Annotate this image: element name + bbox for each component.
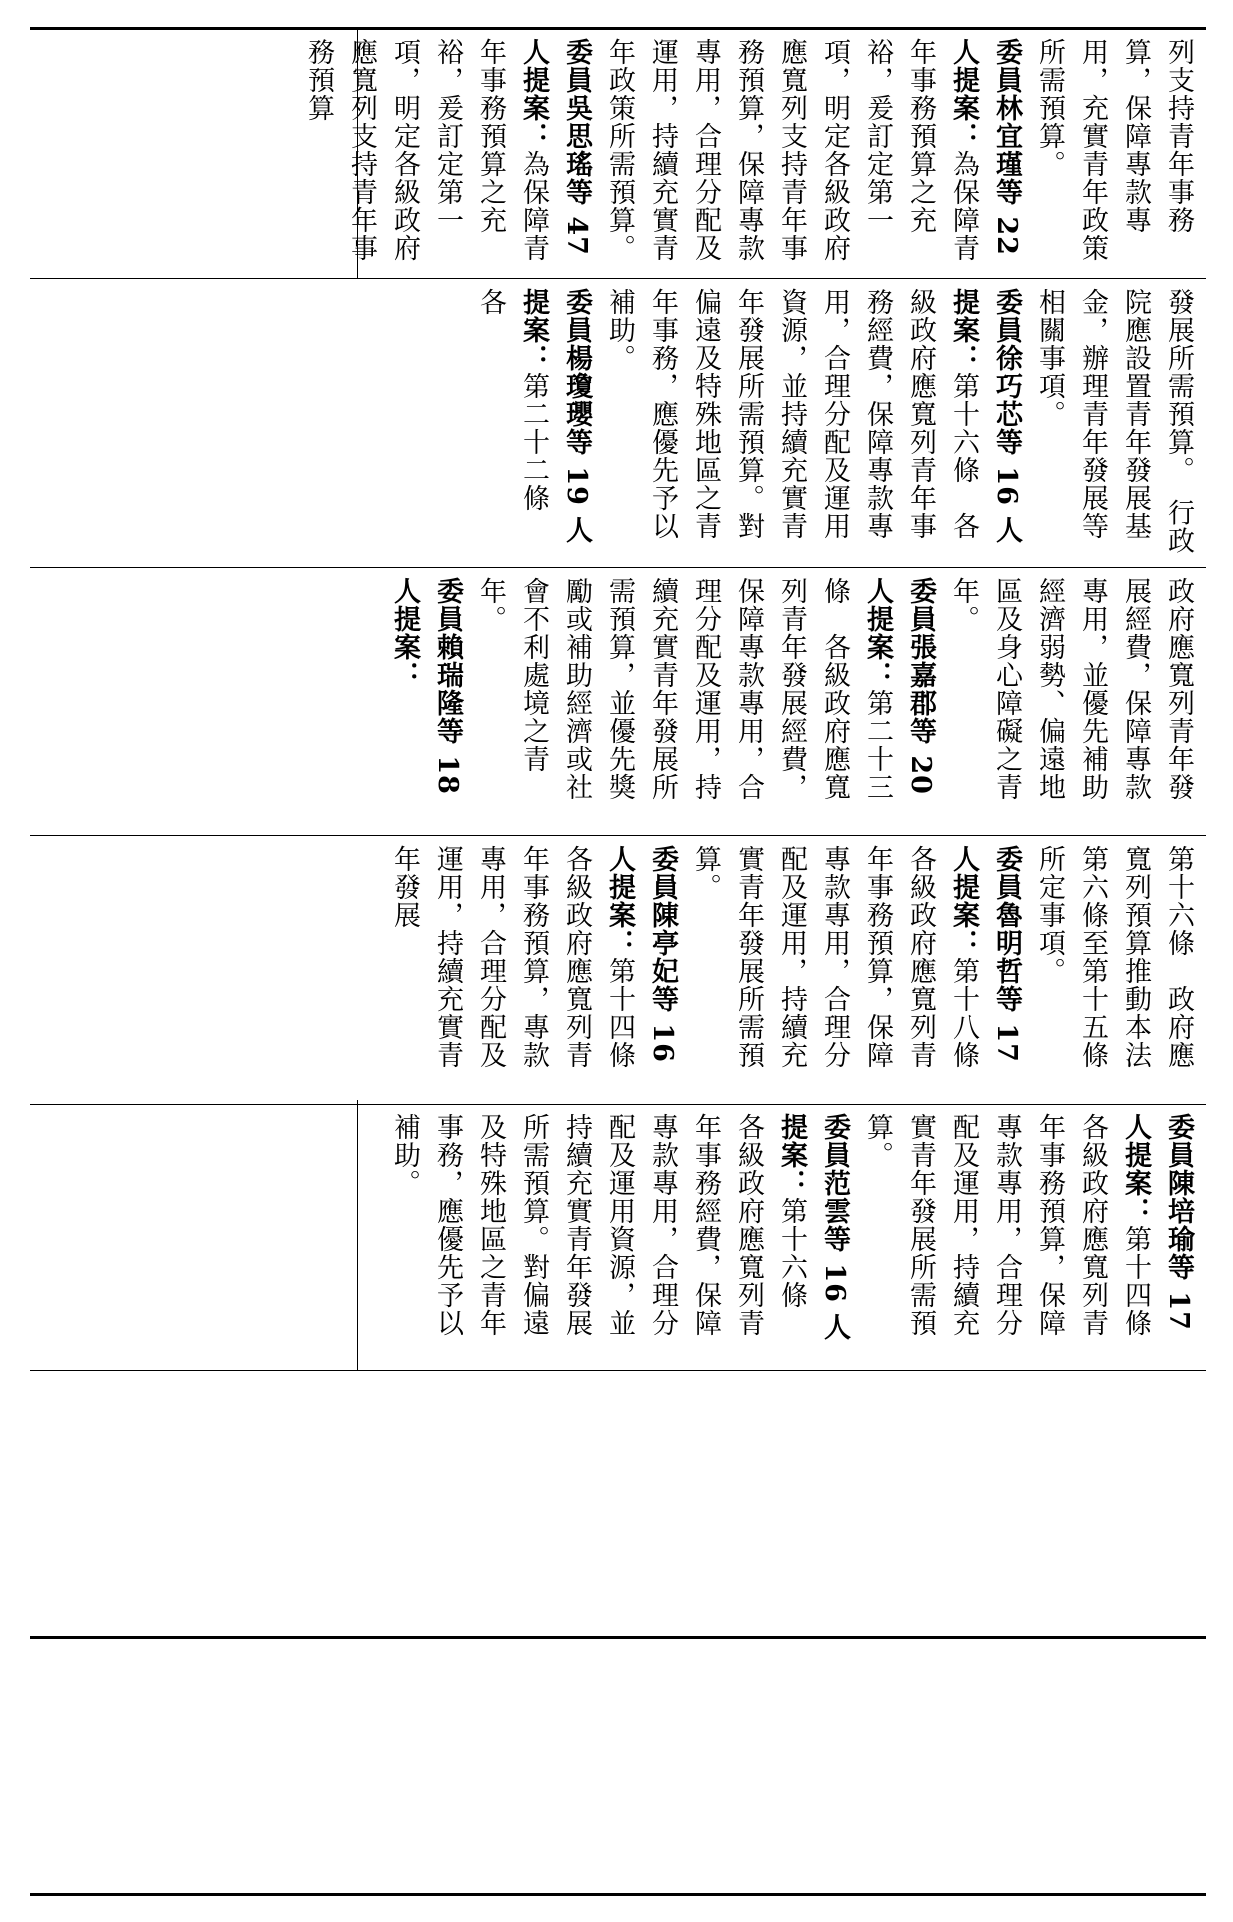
proposer-label: 委員楊瓊瓔等 19 人提案： (518, 288, 592, 545)
proposer-label: 委員吳思瑤等 47 人提案： (518, 38, 592, 256)
row-divider-2 (30, 567, 1206, 568)
proposal-text: 為保障青年事務預算之充裕，爰訂定第一項，明定各級政府應寬列支持青年事務預算，保障專款專用，合理分配及運用，持續充實青年政策所需預算。 (604, 38, 979, 262)
proposal-paragraph (469, 577, 942, 827)
proposer-label: 委員陳培瑜等 17 人提案： (1120, 1113, 1194, 1331)
proposal-paragraph (598, 38, 1028, 268)
proposal-paragraph (598, 288, 1028, 558)
proposal-paragraph (383, 577, 469, 827)
text-block-5 (365, 1113, 1200, 1363)
row-divider-5 (30, 1370, 1206, 1371)
paragraph: 政府應寬列青年發展經費，保障專款專用，並優先補助經濟弱勢、偏遠地區及身心障礙之青年。 (948, 577, 1194, 801)
proposer-label: 委員林宜瑾等 22 人提案： (948, 38, 1022, 256)
proposer-label: 委員陳亭妃等 16 人提案： (604, 845, 678, 1063)
proposal-paragraph (297, 38, 598, 268)
text-block-1 (303, 38, 1200, 268)
proposal-text: 第十六條 各級政府應寬列青年事務經費，保障專款專用，合理分配及運用資源，並持續充實青年發展所需預算。對偏遠及特殊地區之青年事務，應優先予以補助。 (389, 1113, 807, 1337)
proposer-label: 委員賴瑞隆等 18 人提案： (389, 577, 463, 795)
proposal-paragraph (383, 1113, 856, 1363)
proposal-paragraph (469, 288, 598, 558)
proposer-label: 委員魯明哲等 17 人提案： (948, 845, 1022, 1063)
middle-rule (30, 1636, 1206, 1639)
bottom-rule (30, 1893, 1206, 1896)
row-divider-1 (30, 278, 1206, 279)
proposer-label: 委員范雲等 16 人提案： (776, 1113, 850, 1342)
paragraph: 列支持青年事務算，保障專款專用，充實青年政策所需預算。 (1034, 38, 1194, 262)
proposal-text: 第十四條 各級政府應寬列青年事務預算，保障專款專用，合理分配及運用，持續充實青年發展所需預算。 (862, 1113, 1151, 1365)
row-divider-3 (30, 835, 1206, 836)
proposal-paragraph (383, 845, 684, 1095)
text-block-3 (365, 577, 1200, 827)
text-block-4 (365, 845, 1200, 1095)
paragraph: 第十六條 政府應寬列預算推動本法第六條至第十五條所定事項。 (1034, 845, 1194, 1069)
proposer-label: 委員徐巧芯等 16 人提案： (948, 288, 1022, 545)
paragraph: 發展所需預算。 行政院應設置青年發展基金，辦理青年發展等相關事項。 (1034, 288, 1194, 555)
row-divider-4 (30, 1104, 1206, 1105)
proposal-text: 第十六條 各級政府應寬列青年事務經費，保障專款專用，合理分配及運用資源，並持續充實青年發展所需預算。對偏遠及特殊地區之青年事務，應優先予以補助。 (604, 288, 979, 540)
top-rule (30, 27, 1206, 30)
proposer-label: 委員張嘉郡等 20 人提案： (862, 577, 936, 795)
proposal-text: 第十四條 各級政府應寬列青年事務預算，專款專用，合理分配及運用，持續充實青年發展 (389, 845, 635, 1097)
proposal-paragraph (856, 1113, 1200, 1363)
proposal-text: 第二十三條 各級政府應寬列青年發展經費，保障專款專用，合理分配及運用，持續充實青年發展所需預算，並優先獎勵或補助經濟或社會不利處境之青年。 (475, 577, 893, 801)
proposal-text: 第二十二條 各 (475, 288, 549, 540)
proposal-text: 第十八條 各級政府應寬列青年事務預算，保障專款專用，合理分配及運用，持續充實青年發展所需預算。 (690, 845, 979, 1097)
proposal-text: 為保障青年事務預算之充裕，爰訂定第一項，明定各級政府應寬列支持青年事務預算 (303, 38, 549, 262)
table-divider-2 (357, 1100, 358, 1370)
text-block-2 (365, 288, 1200, 558)
proposal-paragraph (684, 845, 1028, 1095)
